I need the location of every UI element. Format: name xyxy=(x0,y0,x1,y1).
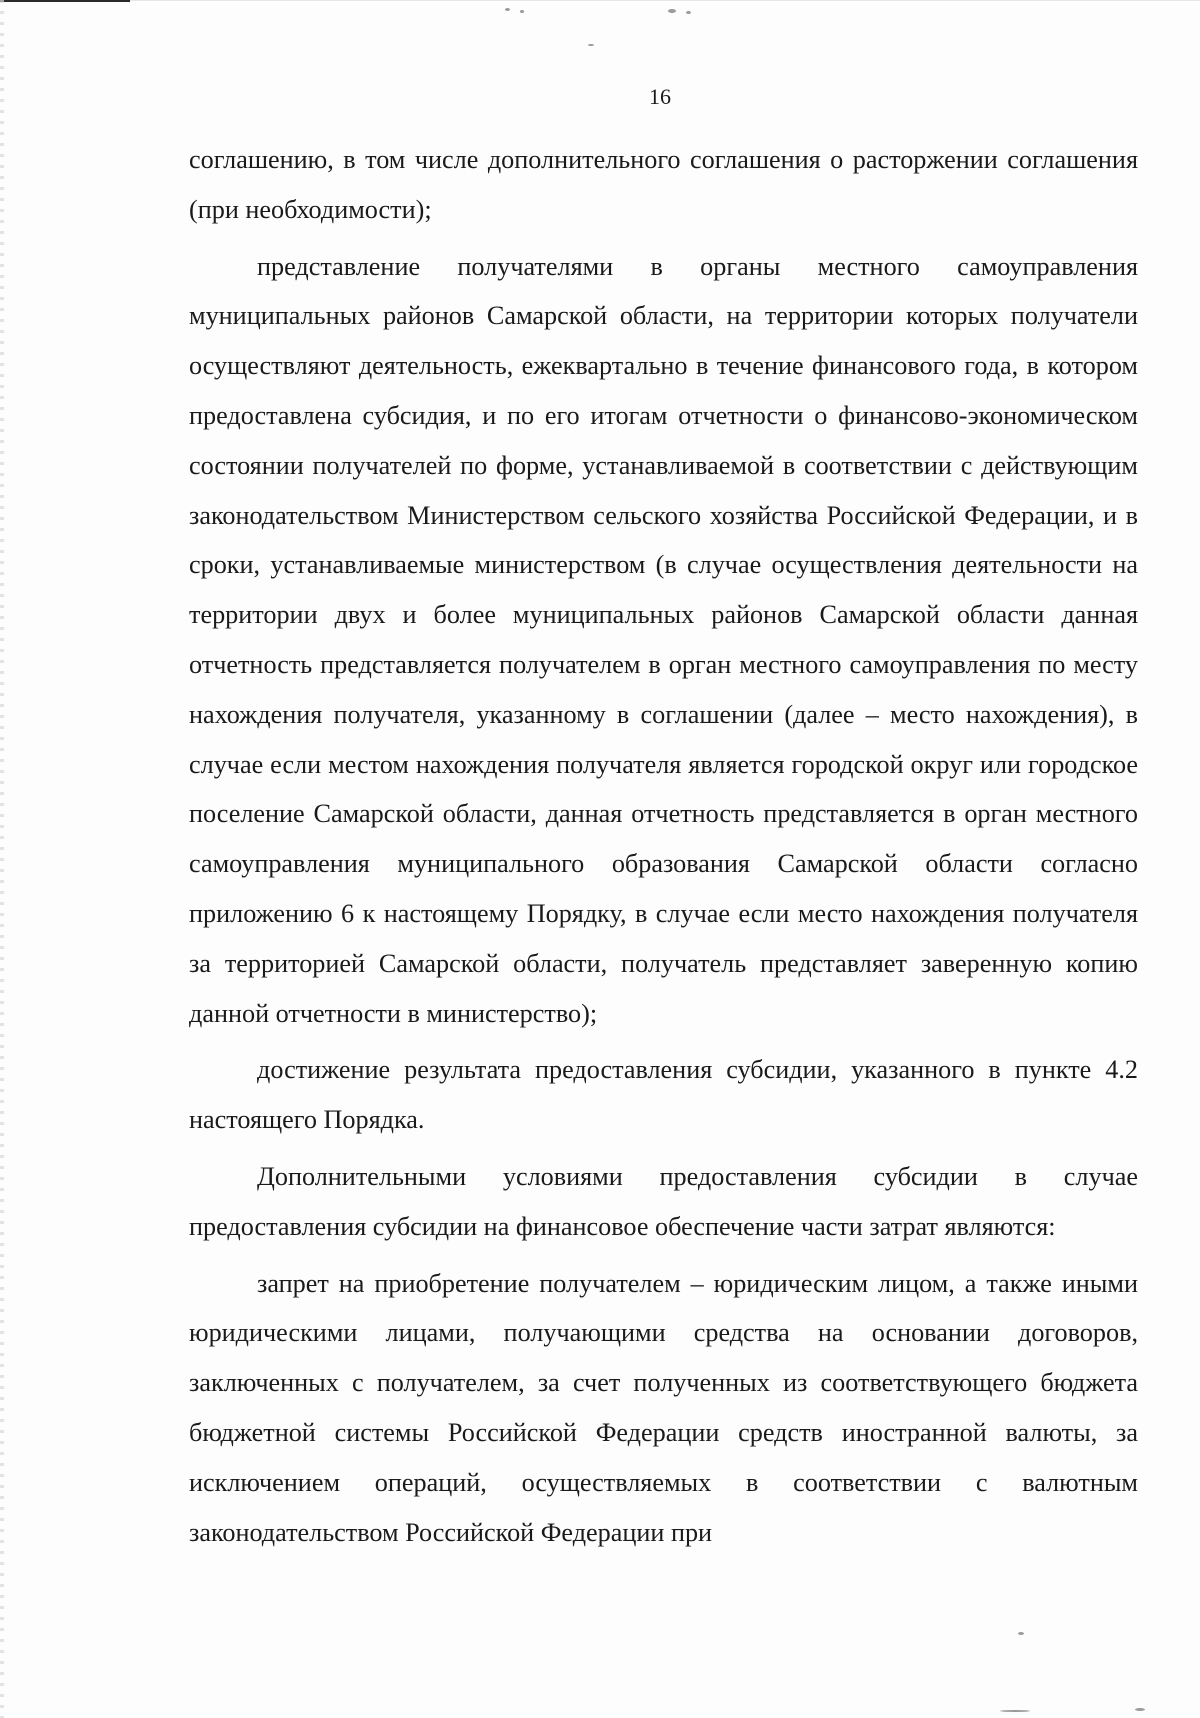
paragraph-continuation: соглашению, в том числе дополнительного соглашения о расторжении соглашения (при необходимости); xyxy=(189,145,1138,224)
scan-speck xyxy=(668,9,676,13)
paragraph-result-achievement: достижение результата предоставления субсидии, указанного в пункте 4.2 настоящего Порядка. xyxy=(189,1055,1138,1135)
scan-edge-top xyxy=(0,0,1200,1)
scan-speck xyxy=(1000,1710,1030,1712)
paragraph-currency-prohibition: запрет на приобретение получателем – юридическим лицом, а также иными юридическими лицами, получающими средства на основании договоров, заключенных с получателем, за счет полученных из соответствующего бюджета бюджетной системы Российской Федерации средств иностранной валюты, за исключением операций, осуществляемых в соответствии с валютным законодательством Российской Федерации при xyxy=(189,1268,1138,1547)
scan-speck xyxy=(686,11,691,14)
paragraph-additional-conditions: Дополнительными условиями предоставления субсидии в случае предоставления субсидии на финансовое обеспечение части затрат являются: xyxy=(189,1161,1138,1241)
document-body xyxy=(189,135,1138,1557)
scan-speck xyxy=(1135,1708,1145,1711)
scan-speck xyxy=(505,8,510,11)
paragraph-reporting-requirement: представление получателями в органы местного самоуправления муниципальных районов Самарской области, на территории которых получатели осуществляют деятельность, ежеквартально в течение финансового года, в котором предоставлена субсидия, и по его итогам отчетности о финансово-экономическом состоянии получателей по форме, устанавливаемой в соответствии с действующим законодательством Министерством сельского хозяйства Российской Федерации, и в сроки, устанавливаемые министерством (в случае осуществления деятельности на территории двух и более муниципальных районов Самарской области данная отчетность представляется получателем в орган местного самоуправления по месту нахождения получателя, указанному в соглашении (далее – место нахождения), в случае если местом нахождения получателя является городской округ или городское поселение Самарской области, данная отчетность представляется в орган местного самоуправления муниципального образования Самарской области согласно приложению 6 к настоящему Порядку, в случае если место нахождения получателя за территорией Самарской области, получатель представляет заверенную копию данной отчетности в министерство); xyxy=(189,251,1138,1028)
scan-speck xyxy=(520,10,524,13)
scan-mark-top-left xyxy=(0,0,130,2)
scan-speck xyxy=(1018,1632,1024,1635)
scan-speck xyxy=(588,44,594,46)
scan-edge-left xyxy=(0,0,4,1718)
page-number: 16 xyxy=(649,84,671,109)
